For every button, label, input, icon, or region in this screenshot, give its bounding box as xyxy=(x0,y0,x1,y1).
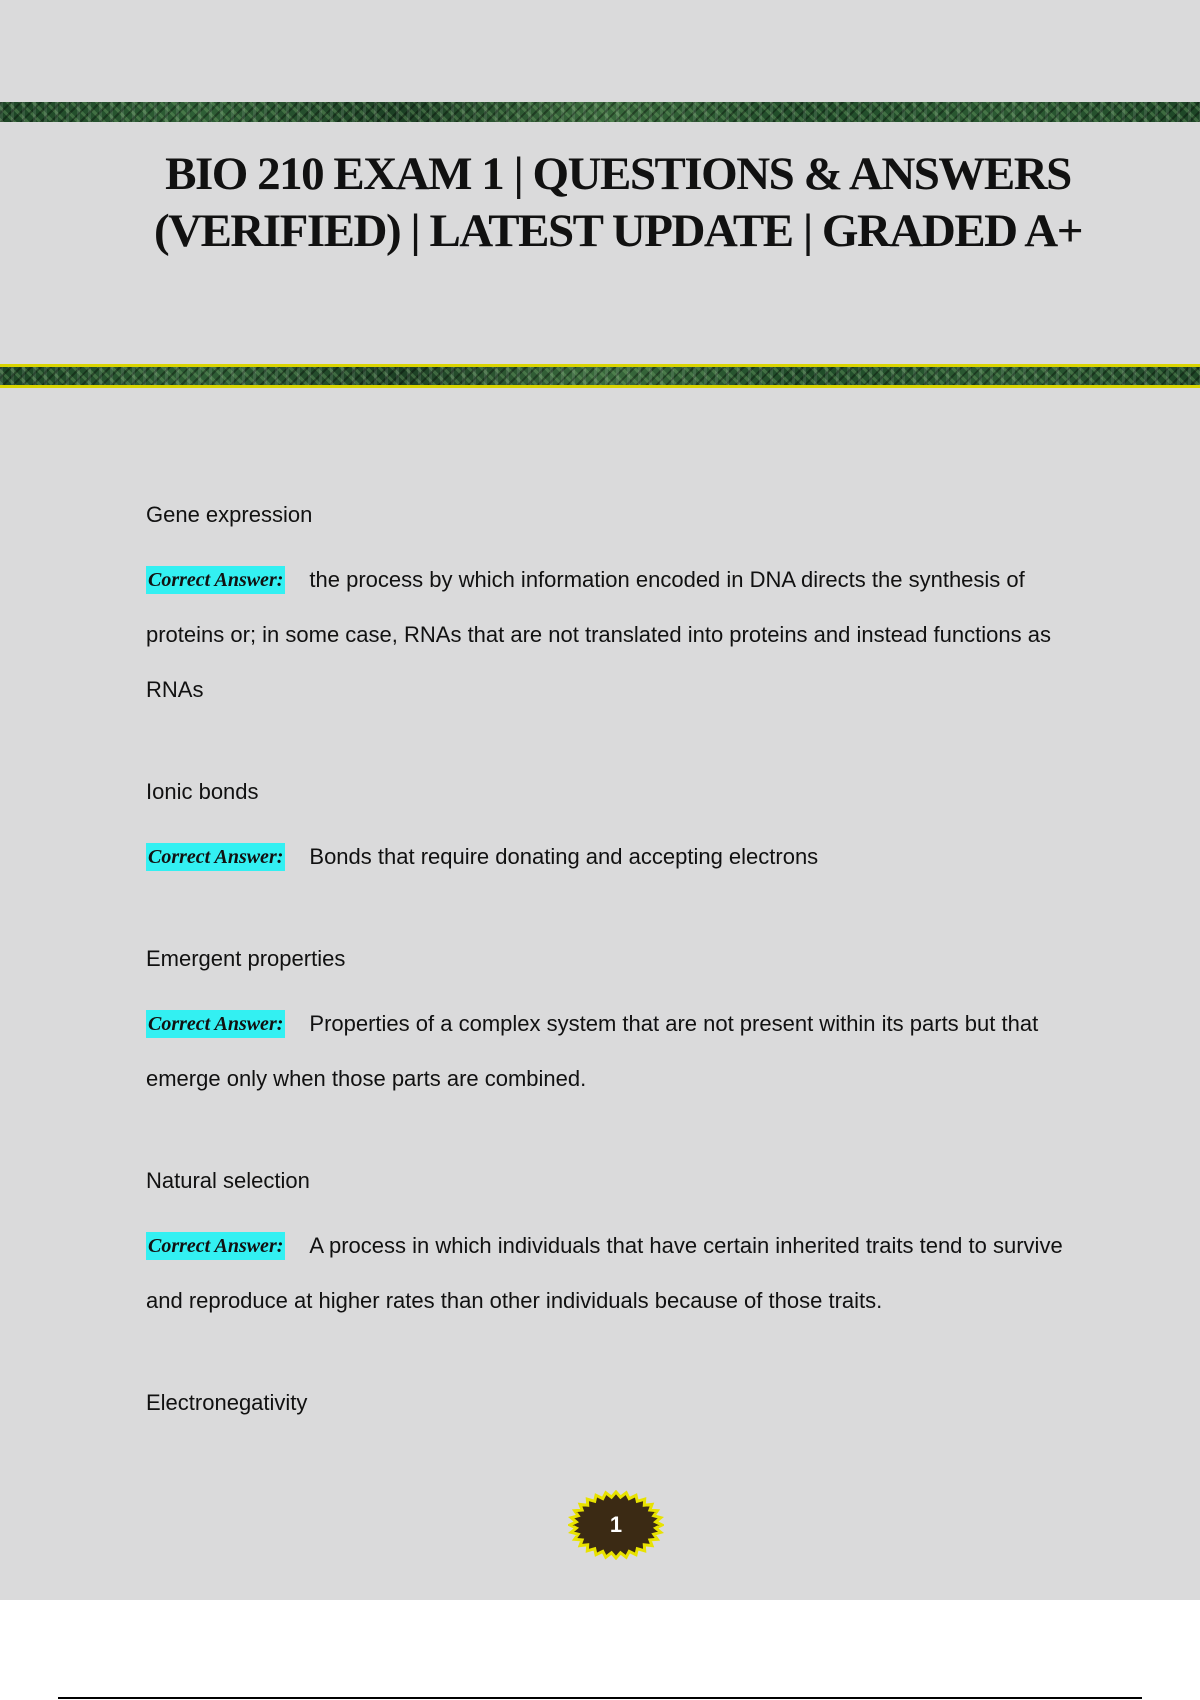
question-text: Ionic bonds xyxy=(146,779,259,804)
page-number-badge xyxy=(568,1490,664,1560)
question-text: Electronegativity xyxy=(146,1390,308,1415)
correct-answer-label: Correct Answer: xyxy=(146,1232,285,1260)
qa-item xyxy=(146,940,1096,1106)
answer-text: Bonds that require donating and accepting electrons xyxy=(309,844,819,869)
answer-paragraph xyxy=(146,1218,1096,1328)
qa-item xyxy=(146,496,1096,717)
header-top-decorative-band xyxy=(0,102,1200,122)
qa-item xyxy=(146,1384,1096,1422)
correct-answer-label: Correct Answer: xyxy=(146,1010,285,1038)
answer-text: A process in which individuals that have certain inherited traits tend to survive and reproduce at higher rates than other individuals because of those traits. xyxy=(146,1233,1063,1313)
answer-paragraph xyxy=(146,996,1096,1106)
answer-text: Properties of a complex system that are not present within its parts but that emerge only when those parts are combined. xyxy=(146,1011,1039,1091)
question-text: Gene expression xyxy=(146,502,313,527)
answer-paragraph xyxy=(146,829,1096,884)
qa-item xyxy=(146,773,1096,884)
question-text: Emergent properties xyxy=(146,946,346,971)
qa-item xyxy=(146,1162,1096,1328)
answer-text: the process by which information encoded in DNA directs the synthesis of proteins or; in some case, RNAs that are not translated into proteins and instead functions as RNAs xyxy=(146,567,1051,702)
correct-answer-label: Correct Answer: xyxy=(146,843,285,871)
footer-rule xyxy=(58,1697,1142,1699)
page-number: 1 xyxy=(609,1512,623,1537)
document-title: BIO 210 EXAM 1 | QUESTIONS & ANSWERS (VERIFIED) | LATEST UPDATE | GRADED A+ xyxy=(153,148,1082,257)
question-text: Natural selection xyxy=(146,1168,310,1193)
answer-paragraph xyxy=(146,552,1096,717)
header-bottom-decorative-band xyxy=(0,364,1200,388)
correct-answer-label: Correct Answer: xyxy=(146,566,285,594)
qa-list xyxy=(146,496,1096,1478)
